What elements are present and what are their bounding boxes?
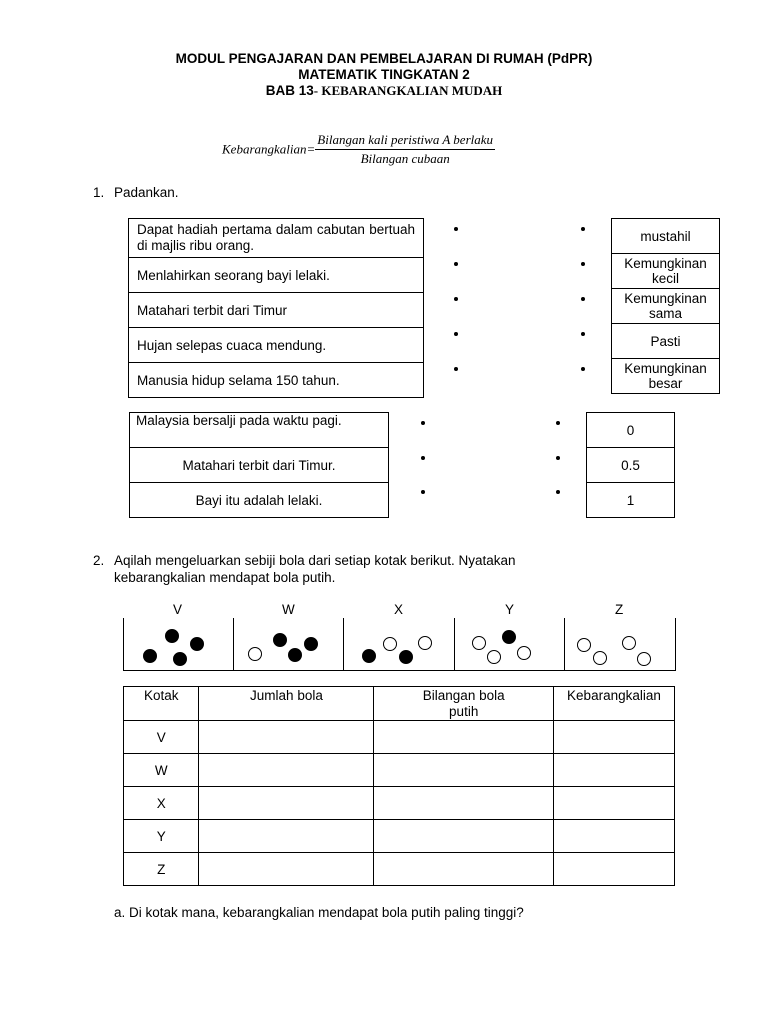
row-label: Y xyxy=(124,820,199,853)
match-dot[interactable] xyxy=(556,490,560,494)
white-ball xyxy=(472,636,486,650)
q1-left-item-2: Malaysia bersalji pada waktu pagi. xyxy=(130,413,389,448)
white-ball xyxy=(593,651,607,665)
match-dot[interactable] xyxy=(581,227,585,231)
black-ball xyxy=(288,648,302,662)
box-label: V xyxy=(173,602,183,617)
match-dot[interactable] xyxy=(454,297,458,301)
black-ball xyxy=(190,637,204,651)
white-ball xyxy=(487,650,501,664)
answer-cell[interactable] xyxy=(199,721,374,754)
answer-table xyxy=(123,686,675,886)
header-bilangan-bola-putih: Bilangan bola putih xyxy=(374,687,553,721)
answer-cell[interactable] xyxy=(199,853,374,886)
row-label: V xyxy=(124,721,199,754)
box-label: W xyxy=(282,602,295,617)
black-ball xyxy=(143,649,157,663)
match-dot[interactable] xyxy=(556,456,560,460)
white-ball xyxy=(383,637,397,651)
box-label: X xyxy=(394,602,404,617)
match-dot[interactable] xyxy=(454,332,458,336)
q1-right-item-2: 0 xyxy=(587,413,675,448)
q1-right-table-2 xyxy=(586,412,675,518)
black-ball xyxy=(173,652,187,666)
q1-left-item: Dapat hadiah pertama dalam cabutan bertuah di majlis ribu orang. xyxy=(129,219,424,258)
answer-cell[interactable] xyxy=(374,754,553,787)
formula-lhs: Kebarangkalian= xyxy=(222,141,316,157)
header-line-3 xyxy=(0,83,768,99)
answer-cell[interactable] xyxy=(553,853,674,886)
q1-left-item: Menlahirkan seorang bayi lelaki. xyxy=(129,258,424,293)
q1-left-item-2: Bayi itu adalah lelaki. xyxy=(130,483,389,518)
header-line-1: MODUL PENGAJARAN DAN PEMBELAJARAN DI RUMAH (PdPR) xyxy=(175,51,593,66)
row-label: Z xyxy=(124,853,199,886)
answer-cell[interactable] xyxy=(199,820,374,853)
match-dot[interactable] xyxy=(581,332,585,336)
match-dot[interactable] xyxy=(454,367,458,371)
probability-formula xyxy=(222,132,495,167)
black-ball xyxy=(273,633,287,647)
box-label: Y xyxy=(505,602,515,617)
formula-fraction xyxy=(315,132,495,167)
ball-boxes xyxy=(123,618,676,671)
white-ball xyxy=(577,638,591,652)
question-2-text-line-2: kebarangkalian mendapat bola putih. xyxy=(114,570,336,585)
match-dot[interactable] xyxy=(421,456,425,460)
answer-cell[interactable] xyxy=(374,853,553,886)
box-divider xyxy=(564,618,565,670)
match-dot[interactable] xyxy=(454,227,458,231)
question-2a: a. Di kotak mana, kebarangkalian mendapat bola putih paling tinggi? xyxy=(114,905,524,920)
header-line-2: MATEMATIK TINGKATAN 2 xyxy=(298,67,470,82)
black-ball xyxy=(304,637,318,651)
row-label: W xyxy=(124,754,199,787)
black-ball xyxy=(399,650,413,664)
header-kebarangkalian: Kebarangkalian xyxy=(553,687,674,721)
white-ball xyxy=(418,636,432,650)
q1-left-item: Matahari terbit dari Timur xyxy=(129,293,424,328)
answer-cell[interactable] xyxy=(553,787,674,820)
box-divider xyxy=(454,618,455,670)
q1-right-table xyxy=(611,218,720,394)
q1-left-item: Manusia hidup selama 150 tahun. xyxy=(129,363,424,398)
white-ball xyxy=(637,652,651,666)
formula-denominator: Bilangan cubaan xyxy=(360,151,450,166)
answer-cell[interactable] xyxy=(374,787,553,820)
answer-cell[interactable] xyxy=(553,820,674,853)
white-ball xyxy=(248,647,262,661)
match-dot[interactable] xyxy=(556,421,560,425)
match-dot[interactable] xyxy=(421,421,425,425)
formula-numerator: Bilangan kali peristiwa A berlaku xyxy=(315,132,495,150)
white-ball xyxy=(517,646,531,660)
q1-left-item: Hujan selepas cuaca mendung. xyxy=(129,328,424,363)
question-2-number: 2. xyxy=(93,553,105,568)
match-dot[interactable] xyxy=(454,262,458,266)
q1-left-table-2 xyxy=(129,412,389,518)
chapter-number: BAB 13 xyxy=(265,83,314,98)
white-ball xyxy=(622,636,636,650)
box-divider xyxy=(343,618,344,670)
row-label: X xyxy=(124,787,199,820)
q1-right-item: Kemungkinan kecil xyxy=(612,254,720,289)
q1-right-item-2: 0.5 xyxy=(587,448,675,483)
answer-cell[interactable] xyxy=(374,721,553,754)
black-ball xyxy=(362,649,376,663)
match-dot[interactable] xyxy=(581,262,585,266)
answer-cell[interactable] xyxy=(374,820,553,853)
question-1-number: 1. xyxy=(93,185,105,200)
answer-cell[interactable] xyxy=(553,754,674,787)
header-jumlah-bola: Jumlah bola xyxy=(199,687,374,721)
q1-left-item-2: Matahari terbit dari Timur. xyxy=(130,448,389,483)
match-dot[interactable] xyxy=(421,490,425,494)
box-divider xyxy=(233,618,234,670)
black-ball xyxy=(502,630,516,644)
chapter-title: - KEBARANGKALIAN MUDAH xyxy=(313,83,503,98)
q1-right-item-2: 1 xyxy=(587,483,675,518)
box-label: Z xyxy=(615,602,624,617)
q1-right-item: Pasti xyxy=(612,324,720,359)
match-dot[interactable] xyxy=(581,297,585,301)
q1-right-item: Kemungkinan besar xyxy=(612,359,720,394)
header-kotak: Kotak xyxy=(124,687,199,721)
answer-cell[interactable] xyxy=(199,754,374,787)
q1-left-table xyxy=(128,218,424,398)
q1-right-item: mustahil xyxy=(612,219,720,254)
answer-cell[interactable] xyxy=(199,787,374,820)
q1-right-item: Kemungkinan sama xyxy=(612,289,720,324)
question-1-text: Padankan. xyxy=(114,185,179,200)
match-dot[interactable] xyxy=(581,367,585,371)
question-2-text-line-1: Aqilah mengeluarkan sebiji bola dari setiap kotak berikut. Nyatakan xyxy=(114,553,516,568)
black-ball xyxy=(165,629,179,643)
answer-cell[interactable] xyxy=(553,721,674,754)
